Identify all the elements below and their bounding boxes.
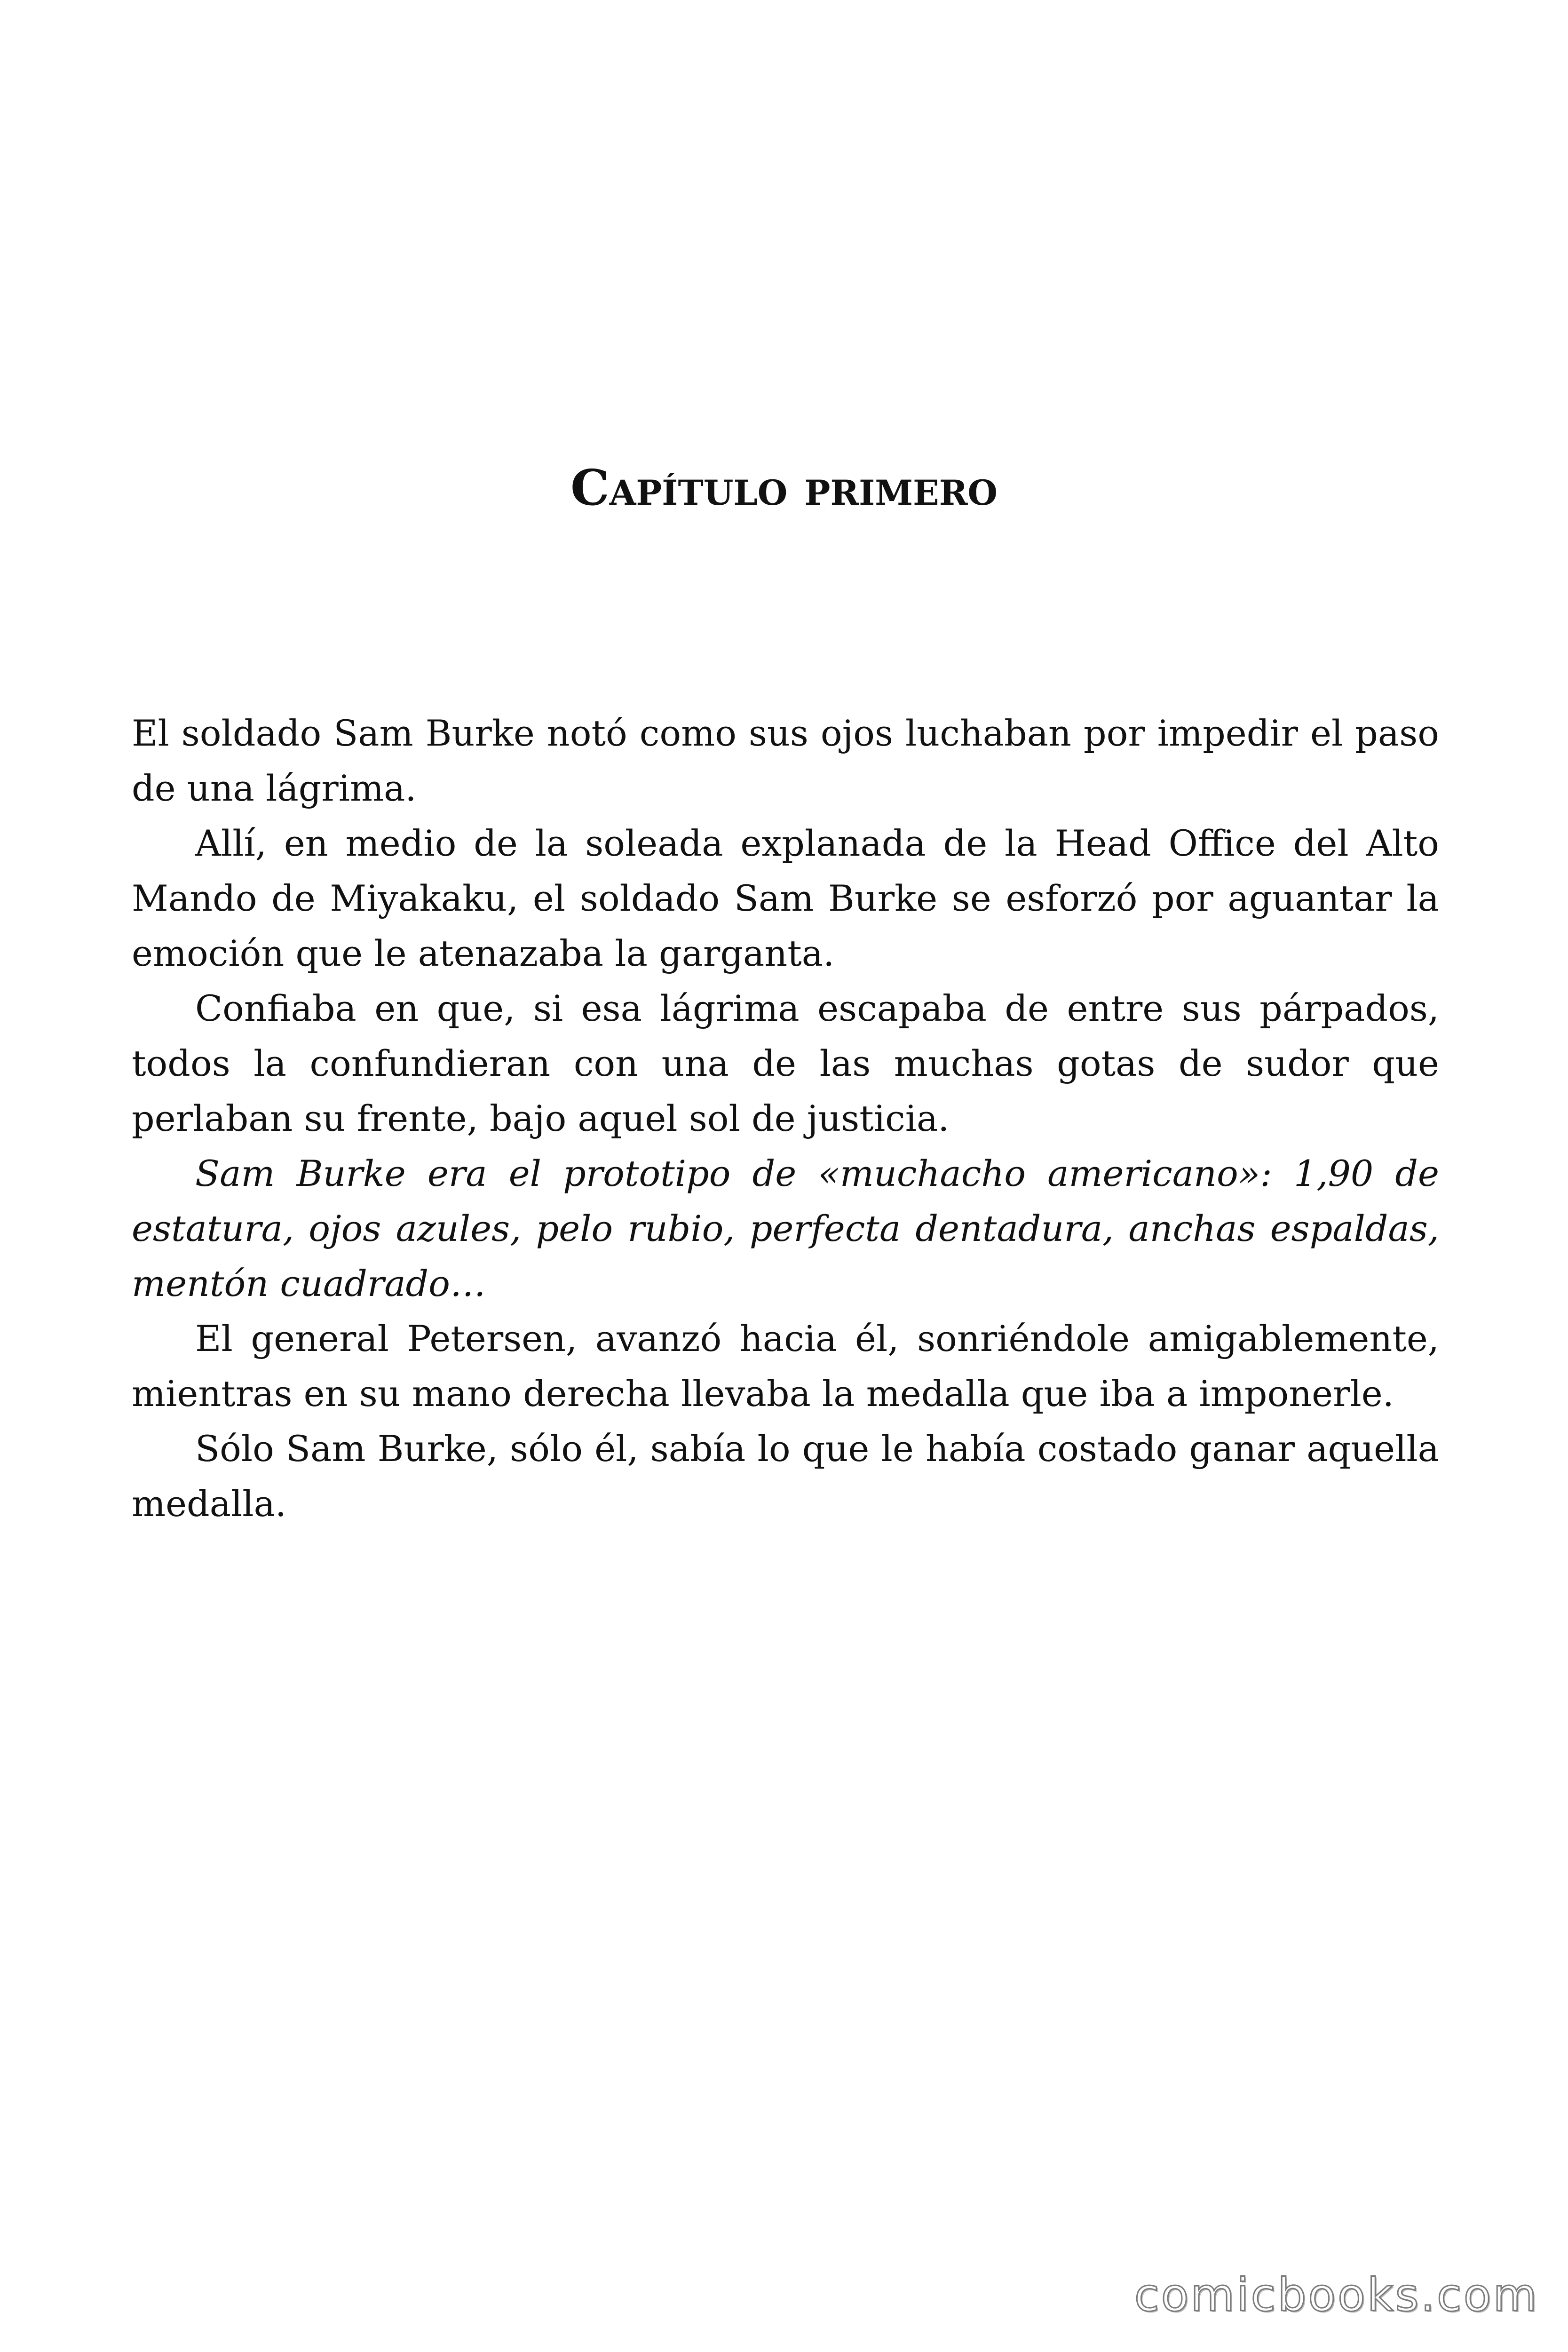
paragraph: Sólo Sam Burke, sólo él, sabía lo que le había costado ganar aquella medalla.	[132, 1428, 1439, 1525]
watermark: comicbooks.com	[1134, 2269, 1539, 2321]
chapter-body	[132, 706, 1439, 1531]
paragraph: El general Petersen, avanzó hacia él, sonriéndole amigablemente, mientras en su mano derecha llevaba la medalla que iba a imponerle.	[132, 1318, 1439, 1414]
paragraph: Allí, en medio de la soleada explanada de la Head Office del Alto Mando de Miyakaku, el soldado Sam Burke se esforzó por aguantar la emoción que le atenazaba la garganta.	[132, 822, 1439, 974]
paragraph: Confiaba en que, si esa lágrima escapaba de entre sus párpados, todos la confundieran con una de las muchas gotas de sudor que perlaban su frente, bajo aquel sol de justicia.	[132, 987, 1439, 1139]
chapter-title: Capítulo primero	[570, 459, 998, 516]
paragraph-italic: Sam Burke era el prototipo de «muchacho americano»: 1,90 de estatura, ojos azules, pelo rubio, perfecta dentadura, anchas espaldas, mentón cuadrado…	[132, 1152, 1439, 1304]
paragraph: El soldado Sam Burke notó como sus ojos luchaban por impedir el paso de una lágrima.	[132, 712, 1439, 809]
